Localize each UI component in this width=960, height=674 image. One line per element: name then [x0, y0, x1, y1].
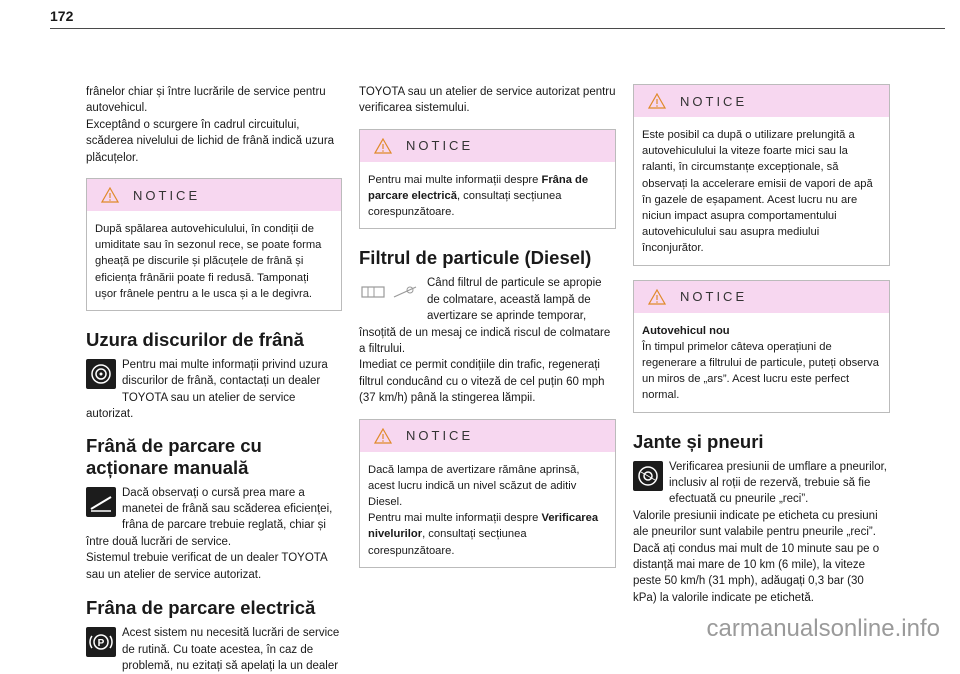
notice-box — [359, 129, 616, 230]
notice-text: Dacă lampa de avertizare rămâne aprinsă, acest lucru indică un nivel scăzut de aditiv Diesel. Pentru mai multe informații despre — [368, 463, 580, 525]
tyre-icon — [633, 461, 663, 491]
warning-icon — [648, 93, 666, 109]
notice-text-end: , consultați secțiunea corespunzătoare. — [368, 528, 527, 557]
notice-header — [634, 85, 889, 117]
notice-body — [634, 313, 889, 412]
notice-box — [633, 280, 890, 413]
notice-body: După spălarea autovehiculului, în condiții de umiditate sau în sezonul rece, se poate forma gheață pe discurile și plăcuțele de frână și eficiența frânării poate fi redusă. Tamponați ușor frânele pentru a le usca și a le degivra. — [95, 223, 322, 300]
warning-icon — [374, 428, 392, 444]
hand-brake-lever-icon — [86, 487, 116, 517]
heading-particle-filter: Filtrul de particule (Diesel) — [359, 247, 592, 269]
tyres-text: Verificarea presiunii de umflare a pneurilor, inclusiv al roții de rezervă, trebuie să fie efectuată cu pneurile „reci”. Valorile presiunii indicate pe eticheta cu presiuni ale pneurilor sunt valabile pentru pneurile „reci”. Dacă ați condus mai mult de 10 minute sau pe o distanță mai mare de 10 km (6 mile), la viteze peste 50 km/h (31 mph), adăugați 0,3 bar (30 kPa) la valorile indicate pe etichetă. — [633, 460, 887, 604]
notice-header — [634, 281, 889, 313]
notice-text-end: , consultați secțiunea corespunzătoare. — [368, 190, 562, 219]
notice-text: Pentru mai multe informații despre — [368, 173, 542, 186]
notice-body — [360, 452, 615, 567]
heading-disc-wear: Uzura discurilor de frână — [86, 329, 304, 351]
notice-title: NOTICE — [406, 428, 474, 444]
heading-wheels-tyres: Jante și pneuri — [633, 430, 764, 452]
notice-header — [360, 420, 615, 452]
notice-subheading: Autovehicul nou — [642, 324, 730, 337]
disc-wear-text: Pentru mai multe informații privind uzura discurilor de frână, contactați un dealer TOYOTA sau un atelier de service autorizat. — [86, 359, 328, 421]
heading-electric-parking-brake: Frâna de parcare electrică — [86, 597, 316, 619]
notice-header — [360, 130, 615, 162]
notice-body: Este posibil ca după o utilizare prelungită a autovehiculului la viteze foarte mici sau la ralanti, în circumstanțe excepționale, să observați la accelerare emisii de vapori de apă în gazele de eșapament. Acest lucru nu are niciun impact asupra comportamentului autovehiculului sau asupra mediului înconjurător. — [642, 129, 873, 255]
warning-icon — [374, 138, 392, 154]
notice-box — [359, 419, 616, 568]
notice-title: NOTICE — [406, 138, 474, 154]
warning-icon — [648, 289, 666, 305]
electric-brake-text: Acest sistem nu necesită lucrări de service de rutină. Cu toate acestea, în caz de problemă, nu ezitați să apelați la un dealer — [122, 627, 340, 672]
continued-text: TOYOTA sau un atelier de service autorizat pentru verificarea sistemului. — [359, 86, 616, 115]
notice-title: NOTICE — [680, 289, 748, 305]
notice-title: NOTICE — [133, 187, 201, 203]
notice-box — [86, 178, 342, 311]
notice-header — [87, 179, 341, 211]
notice-link-text: Frâna de parcare electrică — [368, 173, 589, 203]
page-number: 172 — [50, 8, 74, 24]
header-rule — [50, 28, 945, 29]
heading-manual-parking-brake: Frână de parcare cu acționare manuală — [86, 434, 262, 478]
notice-box — [633, 84, 890, 266]
svg-text:P: P — [97, 638, 105, 650]
particle-filter-icon — [359, 277, 421, 307]
column-2 — [359, 84, 616, 568]
notice-text: În timpul primelor câteva operațiuni de regenerare a filtrului de particule, puteți observa un miros de „ars”. Acest lucru este perfect normal. — [642, 340, 879, 402]
manual-brake-text: Dacă observați o cursă prea mare a manetei de frână sau scăderea eficienței, frâna de parcare trebuie reglată, chiar și între două lucrări de service. Sistemul trebuie verificat de un dealer TOYOTA sau un atelier de service autorizat. — [86, 486, 333, 581]
column-3 — [633, 84, 890, 606]
warning-icon — [101, 187, 119, 203]
electric-parking-brake-icon — [86, 627, 116, 657]
particle-filter-text: Când filtrul de particule se apropie de colmatare, această lampă de avertizare se aprinde temporar, însoțită de un mesaj ce indică riscul de colmatare a filtrului. Imediat ce permit condițiile din trafic, regenerați filtrul conducând cu o viteză de cel puțin 60 mph (37 km/h) până la stingerea lămpii. — [359, 277, 611, 405]
notice-link-text: Verificarea nivelurilor — [368, 512, 599, 541]
brake-disc-icon — [86, 359, 116, 389]
intro-text: frânelor chiar și între lucrările de service pentru autovehicul. Exceptând o scurgere în cadrul circuitului, scăderea nivelului de lichid de frână indică uzura plăcuțelor. — [86, 86, 335, 164]
notice-body — [360, 162, 615, 229]
watermark: carmanualsonline.info — [706, 615, 940, 642]
notice-title: NOTICE — [680, 93, 748, 109]
column-1 — [86, 84, 342, 674]
